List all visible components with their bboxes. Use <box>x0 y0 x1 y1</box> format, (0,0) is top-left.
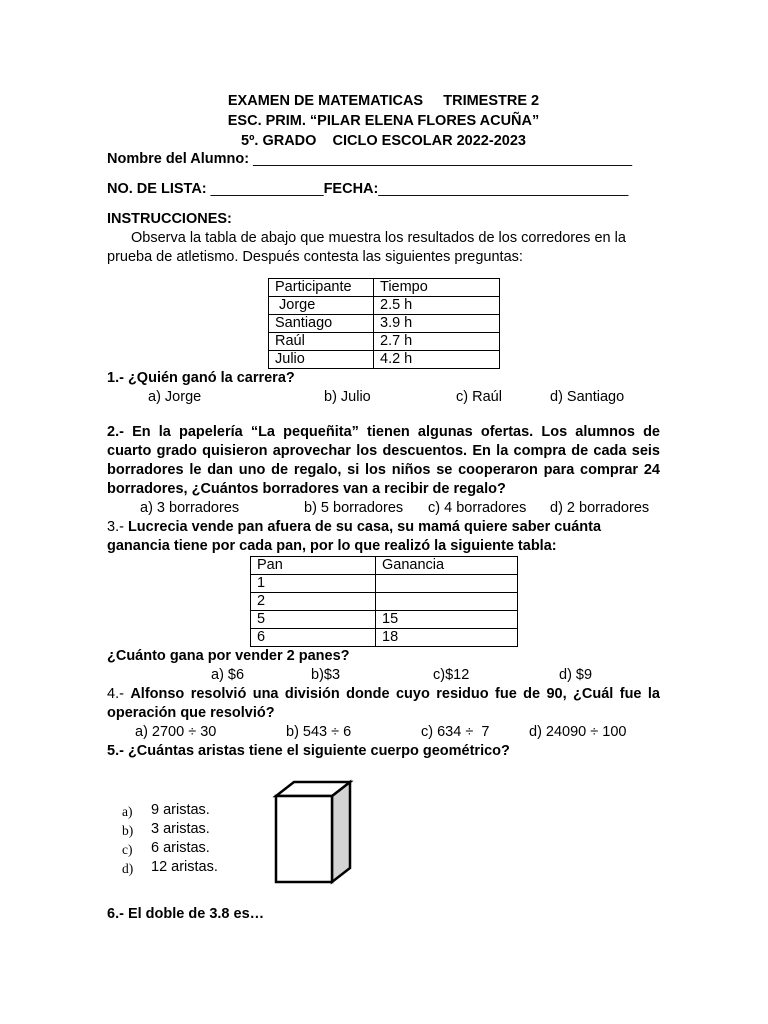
question-3-number: 3.- <box>107 519 128 535</box>
question-2: 2.- En la papelería “La pequeñita” tienen algunas ofertas. Los alumnos de cuarto grado quisieron aprovechar los descuentos. En la compra de cada seis borradores le dan uno de regalo, si los niños se cooperaron para comprar 24 borradores, ¿Cuántos borradores van a recibir de regalo? <box>107 424 660 497</box>
table-cell: 2.5 h <box>374 297 500 315</box>
table-cell: Santiago <box>269 315 374 333</box>
table-header: Participante <box>269 279 374 297</box>
table-header: Tiempo <box>374 279 500 297</box>
table-cell: Jorge <box>269 297 374 315</box>
table-cell: 2.7 h <box>374 333 500 351</box>
question-3-text: Lucrecia vende pan afuera de su casa, su mamá quiere saber cuánta ganancia tiene por cada pan, por lo que realizó la siguiente tabla: <box>107 519 602 554</box>
option-d[interactable]: d) Santiago <box>550 389 625 405</box>
school-name: ESC. PRIM. “PILAR ELENA FLORES ACUÑA” <box>227 113 540 129</box>
option-a[interactable]: a) 3 borradores <box>140 500 240 516</box>
header-line-3 <box>107 131 660 151</box>
table-row <box>269 351 500 369</box>
question-3 <box>107 518 660 556</box>
table-row <box>269 333 500 351</box>
date-line[interactable]: _______________________________ <box>378 181 629 197</box>
table-cell <box>376 575 518 593</box>
option-b[interactable]: b) 5 borradores <box>304 500 404 516</box>
option-d[interactable]: d) $9 <box>559 667 593 683</box>
option-b[interactable]: b) 543 ÷ 6 <box>286 724 352 740</box>
table-row <box>251 575 518 593</box>
option-a[interactable]: a) 2700 ÷ 30 <box>135 724 217 740</box>
option-d[interactable]: d) 24090 ÷ 100 <box>529 724 627 740</box>
student-name-field[interactable] <box>107 150 660 169</box>
table-cell <box>376 593 518 611</box>
table-cell: 18 <box>376 629 518 647</box>
table-cell: 3.9 h <box>374 315 500 333</box>
table-row <box>251 629 518 647</box>
table-cell: 5 <box>251 611 376 629</box>
date-label: FECHA: <box>323 181 379 197</box>
instructions-text: Observa la tabla de abajo que muestra los resultados de los corredores en la prueba de atletismo. Después contesta las siguientes preguntas: <box>107 230 626 265</box>
header-line-1 <box>107 91 660 111</box>
table-cell: Julio <box>269 351 374 369</box>
question-3-prompt: ¿Cuánto gana por vender 2 panes? <box>107 648 350 664</box>
grade: 5º. GRADO <box>241 133 317 149</box>
question-4-number: 4.- <box>107 686 131 702</box>
option-letter: b) <box>122 823 134 838</box>
question-4 <box>107 685 660 723</box>
table-header-row <box>269 279 500 297</box>
question-4-text: Alfonso resolvió una división donde cuyo residuo fue de 90, ¿Cuál fue la operación que resolvió? <box>107 686 660 721</box>
question-2-options <box>107 499 660 518</box>
question-1-options <box>107 388 660 407</box>
school-year: CICLO ESCOLAR 2022-2023 <box>332 133 526 149</box>
table-row <box>269 315 500 333</box>
option-c[interactable]: c) 4 borradores <box>428 500 527 516</box>
question-1: 1.- ¿Quién ganó la carrera? <box>107 370 295 386</box>
instructions-title: INSTRUCCIONES: <box>107 211 232 227</box>
race-results-table <box>268 278 500 369</box>
exam-title: EXAMEN DE MATEMATICAS <box>227 93 424 109</box>
trimester: TRIMESTRE 2 <box>443 93 540 109</box>
exam-page <box>107 91 660 761</box>
table-row <box>251 593 518 611</box>
table-header: Pan <box>251 557 376 575</box>
prism-front-face <box>276 796 332 882</box>
option-letter: d) <box>122 861 134 876</box>
table-cell: 2 <box>251 593 376 611</box>
option-d[interactable]: d) 2 borradores <box>550 500 650 516</box>
prism-figure <box>270 776 356 888</box>
table-header-row <box>251 557 518 575</box>
option-a[interactable]: a) $6 <box>211 667 245 683</box>
option-letter: a) <box>122 804 133 819</box>
bread-profit-table <box>250 556 518 647</box>
option-c[interactable]: c)$12 <box>433 667 470 683</box>
prism-side-face <box>332 782 350 882</box>
student-name-line[interactable]: _______________________________________________ <box>253 151 633 167</box>
option-b[interactable]: b)$3 <box>311 667 341 683</box>
table-row <box>251 611 518 629</box>
option-a[interactable]: a) Jorge <box>148 389 202 405</box>
table-cell: 6 <box>251 629 376 647</box>
option-c[interactable]: c) 634 ÷ 7 <box>421 724 490 740</box>
option-c[interactable]: c) Raúl <box>456 389 502 405</box>
option-b[interactable]: b) Julio <box>324 389 371 405</box>
option-b[interactable]: 3 aristas. <box>151 821 210 837</box>
table-header: Ganancia <box>376 557 518 575</box>
table-cell: 4.2 h <box>374 351 500 369</box>
option-d[interactable]: 12 aristas. <box>151 859 218 875</box>
exam-header <box>107 91 660 151</box>
table-cell: Raúl <box>269 333 374 351</box>
table-row <box>269 297 500 315</box>
question-4-options <box>107 723 660 742</box>
student-name-label: Nombre del Alumno: <box>107 151 254 167</box>
question-3-options <box>107 666 660 685</box>
list-number-label: NO. DE LISTA: <box>107 181 211 197</box>
list-number-line[interactable]: ______________ <box>210 181 324 197</box>
option-a[interactable]: 9 aristas. <box>151 802 210 818</box>
list-date-field <box>107 180 660 199</box>
table-cell: 15 <box>376 611 518 629</box>
question-6: 6.- El doble de 3.8 es… <box>107 906 265 922</box>
option-c[interactable]: 6 aristas. <box>151 840 210 856</box>
table-cell: 1 <box>251 575 376 593</box>
question-5: 5.- ¿Cuántas aristas tiene el siguiente cuerpo geométrico? <box>107 743 510 759</box>
option-letter: c) <box>122 842 133 857</box>
